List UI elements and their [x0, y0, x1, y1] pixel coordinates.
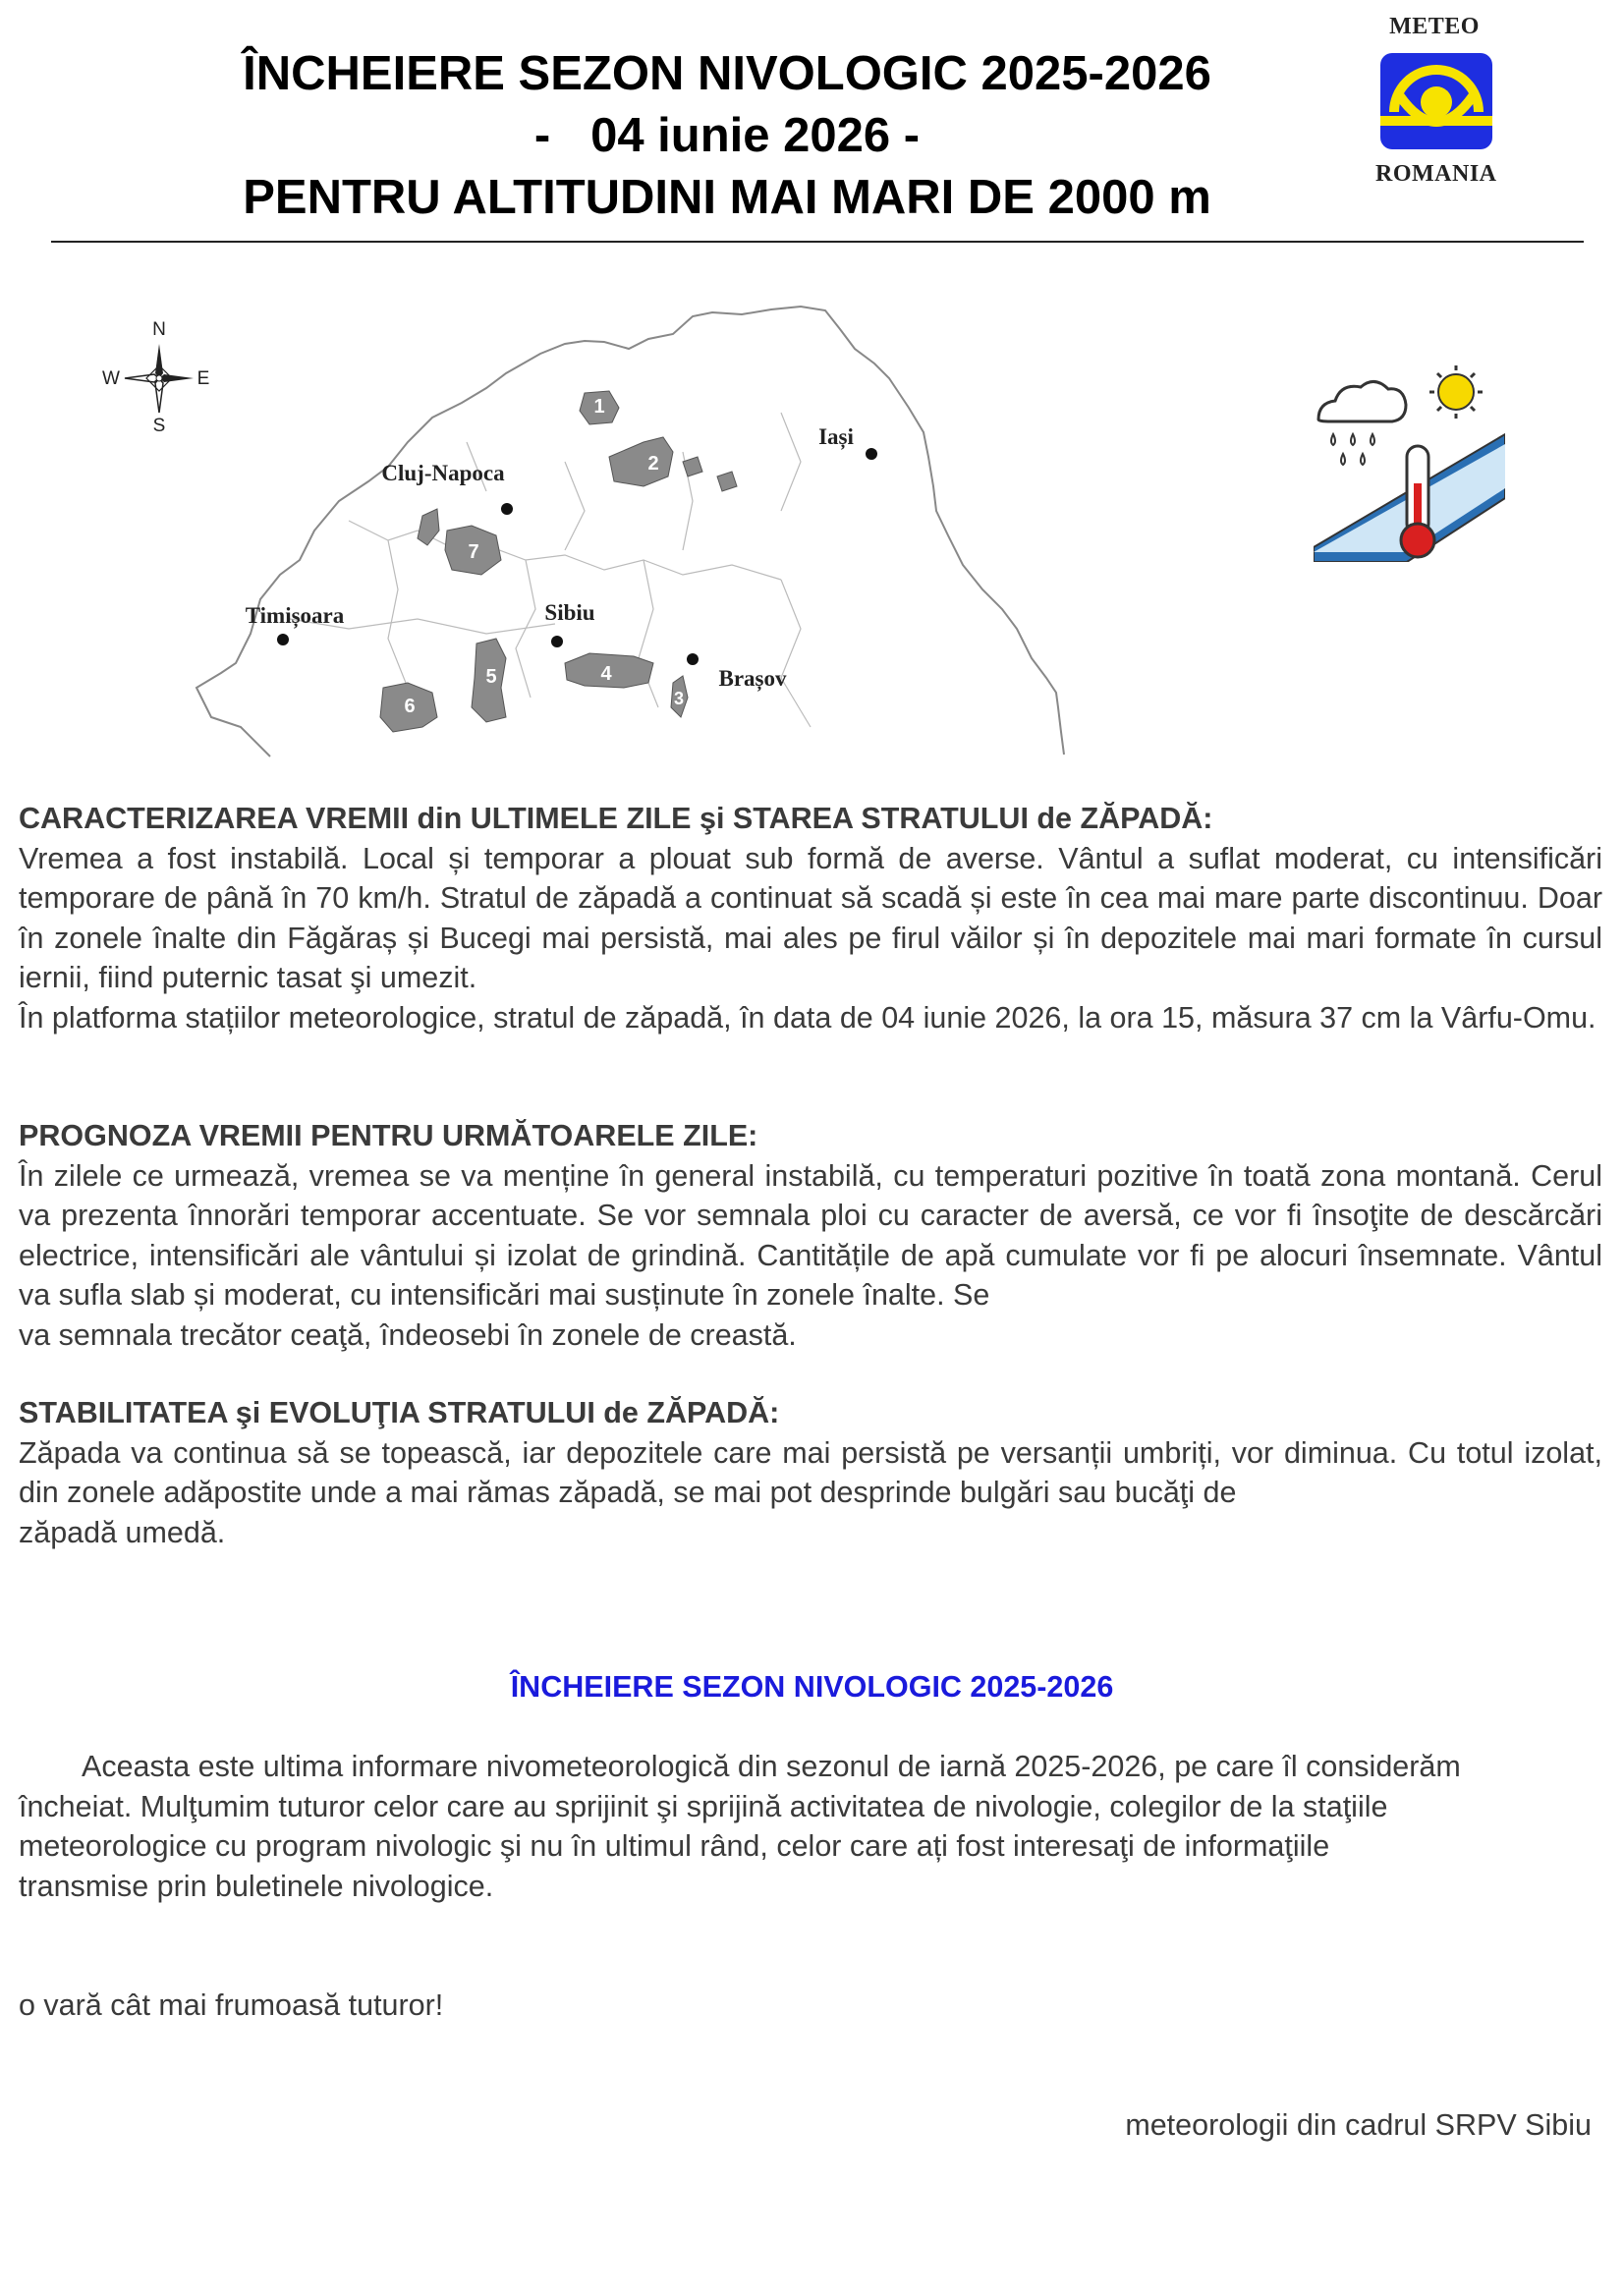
closing-paragraph — [19, 1747, 1602, 1906]
compass-s: S — [152, 416, 166, 436]
city-iasi: Iași — [818, 424, 854, 449]
section-weather-paragraph-2: În platforma stațiilor meteorologice, stratul de zăpadă, în data de 04 iunie 2026, la ora 15, măsura 37 cm la Vârfu-Omu. — [19, 1000, 1596, 1035]
meteo-romania-logo — [1375, 14, 1497, 191]
closing-title: ÎNCHEIERE SEZON NIVOLOGIC 2025-2026 — [510, 1670, 1114, 1704]
logo-emblem-icon — [1380, 53, 1492, 149]
mountain-zones — [380, 391, 737, 732]
title-line-3: PENTRU ALTITUDINI MAI MARI DE 2000 m — [243, 171, 1211, 224]
compass-n: N — [152, 319, 166, 340]
compass-icon — [102, 319, 209, 436]
country-outline — [196, 307, 1064, 756]
section-forecast-heading: PROGNOZA VREMII PENTRU URMĂTOARELE ZILE: — [19, 1119, 758, 1152]
closing-line-1: Aceasta este ultima informare nivometeorologică din sezonul de iarnă 2025-2026, pe care îl considerăm — [82, 1750, 1461, 1783]
title-line-2: - 04 iunie 2026 - — [533, 109, 921, 162]
section-weather — [19, 799, 1602, 1037]
romania-map — [93, 295, 1100, 761]
closing-line-4: transmise prin buletinele nivologice. — [19, 1869, 494, 1903]
city-timisoara: Timișoara — [245, 603, 345, 628]
section-stability-heading: STABILITATEA şi EVOLUŢIA STRATULUI de ZĂPADĂ: — [19, 1396, 780, 1429]
zone-label: 1 — [593, 396, 605, 418]
section-forecast-text: În zilele ce urmează, vremea se va menține în general instabilă, cu temperaturi pozitive în toată zona montană. Cerul va prezenta înnorări temporar accentuate. Se vor semnala ploi cu caracter de aversă, ce vor fi însoţite de descărcări electrice, intensificări ale vântului și izolat de grindină. Cantitățile de apă cumulate vor fi pe alocuri însemnate. Vântul va sufla slab și moderat, cu intensificări mai susținute în zonele înalte. Se — [19, 1158, 1602, 1312]
logo-bottom-text: ROMANIA — [1375, 161, 1497, 187]
section-stability — [19, 1393, 1602, 1552]
closing-line-3: meteorologice cu program nivologic şi nu în ultimul rând, celor care ați fost interesaţi de informaţiile — [19, 1829, 1330, 1863]
closing-line-2: încheiat. Mulţumim tuturor celor care au sprijinit şi sprijină activitatea de nivologie, colegilor de la staţiile — [19, 1789, 1388, 1823]
zone-label: 2 — [647, 453, 659, 475]
section-stability-text-last: zăpadă umedă. — [19, 1515, 226, 1549]
section-weather-heading: CARACTERIZAREA VREMII din ULTIMELE ZILE şi STAREA STRATULUI de ZĂPADĂ: — [19, 802, 1213, 835]
zone-label: 6 — [404, 696, 416, 717]
city-cluj: Cluj-Napoca — [381, 461, 505, 485]
title-line-1: ÎNCHEIERE SEZON NIVOLOGIC 2025-2026 — [243, 47, 1211, 100]
compass-w: W — [102, 368, 120, 389]
city-markers — [246, 424, 877, 692]
page-title — [138, 43, 1316, 229]
zone-label: 3 — [673, 689, 685, 708]
city-sibiu: Sibiu — [544, 600, 595, 625]
city-brasov: Brașov — [718, 666, 787, 691]
zone-label: 7 — [468, 541, 479, 563]
section-forecast — [19, 1116, 1602, 1355]
weather-thermometer-icon — [1314, 365, 1505, 562]
logo-top-text: METEO — [1389, 14, 1480, 39]
section-forecast-text-last: va semnala trecător ceaţă, îndeosebi în zonele de creastă. — [19, 1317, 797, 1352]
zone-label: 4 — [600, 663, 612, 685]
header-divider — [51, 241, 1584, 243]
closing-wish: o vară cât mai frumoasă tuturor! — [19, 1988, 444, 2022]
section-weather-paragraph-1: Vremea a fost instabilă. Local și temporar a plouat sub formă de averse. Vântul a suflat moderat, cu intensificări temporare de până în 70 km/h. Stratul de zăpadă a continuat să scadă și este în cea mai mare parte discontinuu. Doar în zonele înalte din Făgăraș și Bucegi mai persistă, mai ales pe firul văilor și în depozitele mai mari formate în cursul iernii, fiind puternic tasat şi umezit. — [19, 841, 1602, 994]
signature: meteorologii din cadrul SRPV Sibiu — [1125, 2108, 1592, 2142]
zone-label: 5 — [485, 666, 497, 688]
section-stability-text: Zăpada va continua să se topească, iar depozitele care mai persistă pe versanții umbriți, vor diminua. Cu totul izolat, din zonele adăpostite unde a mai rămas zăpadă, se mai pot desprinde bulgări sau bucăţi de — [19, 1435, 1602, 1509]
compass-e: E — [196, 368, 210, 389]
